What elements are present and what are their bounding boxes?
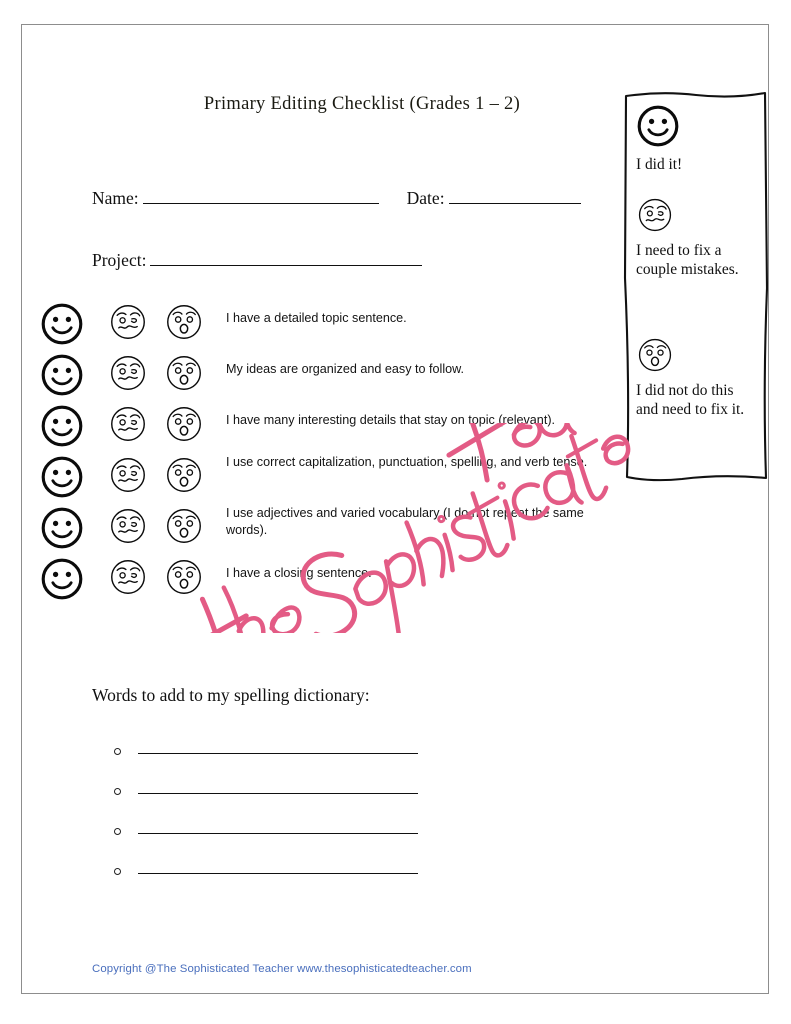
rating-surprised-option[interactable]	[164, 506, 204, 551]
happy-face-icon	[40, 404, 84, 448]
spelling-word-row	[114, 857, 444, 897]
checklist-row	[22, 401, 642, 452]
spelling-word-blank[interactable]	[138, 833, 418, 834]
worksheet-page	[21, 24, 769, 994]
spelling-word-blank[interactable]	[138, 793, 418, 794]
happy-face-icon	[40, 557, 84, 601]
surprised-face-icon	[164, 455, 204, 495]
name-label: Name:	[92, 188, 139, 208]
checklist-item-text: I have a detailed topic sentence.	[226, 311, 407, 325]
surprised-face-icon	[164, 353, 204, 393]
rating-surprised-option[interactable]	[164, 557, 204, 602]
rating-surprised-option[interactable]	[164, 404, 204, 449]
rating-unsure-option[interactable]	[108, 302, 148, 347]
name-input-blank[interactable]	[143, 187, 379, 204]
rating-options	[40, 554, 225, 605]
unsure-face-icon	[108, 404, 148, 444]
checklist-row	[22, 299, 642, 350]
rating-surprised-option[interactable]	[164, 353, 204, 398]
checklist-item-text: I have many interesting details that stay on topic (relevant).	[226, 413, 556, 427]
unsure-face-icon	[108, 302, 148, 342]
rating-unsure-option[interactable]	[108, 455, 148, 500]
name-date-row	[92, 187, 581, 209]
spelling-word-blank[interactable]	[138, 753, 418, 754]
legend-entry-label: I need to fix a couple mistakes.	[636, 242, 739, 278]
rating-unsure-option[interactable]	[108, 353, 148, 398]
rating-surprised-option[interactable]	[164, 302, 204, 347]
spelling-words-list	[114, 737, 444, 897]
checklist-item-text: I use correct capitalization, punctuation, spelling, and verb tense.	[226, 455, 588, 469]
rating-surprised-option[interactable]	[164, 455, 204, 500]
surprised-face-icon	[164, 506, 204, 546]
rating-happy-option[interactable]	[40, 557, 84, 606]
checklist-row	[22, 503, 642, 554]
rating-options	[40, 350, 225, 401]
checklist-row	[22, 452, 642, 503]
project-row	[92, 249, 422, 271]
rating-legend	[622, 88, 769, 483]
checklist	[22, 299, 642, 605]
legend-entry-label: I did it!	[636, 156, 683, 173]
spelling-word-row	[114, 737, 444, 777]
bullet-circle-icon	[114, 748, 121, 755]
legend-entry-label: I did not do this and need to fix it.	[636, 382, 745, 418]
legend-entry-0	[636, 104, 754, 174]
rating-happy-option[interactable]	[40, 506, 84, 555]
happy-face-icon	[636, 104, 680, 148]
rating-unsure-option[interactable]	[108, 557, 148, 602]
project-label: Project:	[92, 250, 147, 270]
page-title: Primary Editing Checklist (Grades 1 – 2)	[203, 94, 521, 114]
unsure-face-icon	[108, 557, 148, 597]
rating-happy-option[interactable]	[40, 302, 84, 351]
unsure-face-icon	[636, 196, 674, 234]
checklist-item-text: I use adjectives and varied vocabulary (I do not repeat the same words).	[226, 506, 584, 537]
spelling-word-row	[114, 777, 444, 817]
unsure-face-icon	[108, 455, 148, 495]
date-input-blank[interactable]	[449, 187, 581, 204]
legend-happy-icon-wrap	[636, 104, 754, 153]
checklist-row	[22, 554, 642, 605]
date-label: Date:	[406, 188, 445, 208]
surprised-face-icon	[164, 404, 204, 444]
rating-options	[40, 401, 225, 452]
checklist-item-text: I have a closing sentence.	[226, 566, 372, 580]
happy-face-icon	[40, 353, 84, 397]
legend-sad-icon-wrap	[636, 336, 754, 379]
surprised-face-icon	[636, 336, 674, 374]
legend-unsure-icon-wrap	[636, 196, 754, 239]
rating-options	[40, 452, 225, 503]
bullet-circle-icon	[114, 828, 121, 835]
rating-happy-option[interactable]	[40, 455, 84, 504]
checklist-item-text: My ideas are organized and easy to follow.	[226, 362, 465, 376]
bullet-circle-icon	[114, 788, 121, 795]
surprised-face-icon	[164, 302, 204, 342]
rating-happy-option[interactable]	[40, 404, 84, 453]
happy-face-icon	[40, 506, 84, 550]
bullet-circle-icon	[114, 868, 121, 875]
copyright-footer: Copyright @The Sophisticated Teacher www.thesophisticatedteacher.com	[92, 963, 472, 975]
legend-entry-1	[636, 196, 754, 279]
project-input-blank[interactable]	[150, 249, 422, 266]
unsure-face-icon	[108, 506, 148, 546]
surprised-face-icon	[164, 557, 204, 597]
happy-face-icon	[40, 302, 84, 346]
legend-entry-2	[636, 336, 754, 419]
rating-unsure-option[interactable]	[108, 404, 148, 449]
spelling-word-row	[114, 817, 444, 857]
checklist-row	[22, 350, 642, 401]
spelling-word-blank[interactable]	[138, 873, 418, 874]
rating-options	[40, 503, 225, 554]
rating-happy-option[interactable]	[40, 353, 84, 402]
spelling-words-heading: Words to add to my spelling dictionary:	[92, 685, 370, 705]
unsure-face-icon	[108, 353, 148, 393]
rating-options	[40, 299, 225, 350]
happy-face-icon	[40, 455, 84, 499]
rating-unsure-option[interactable]	[108, 506, 148, 551]
